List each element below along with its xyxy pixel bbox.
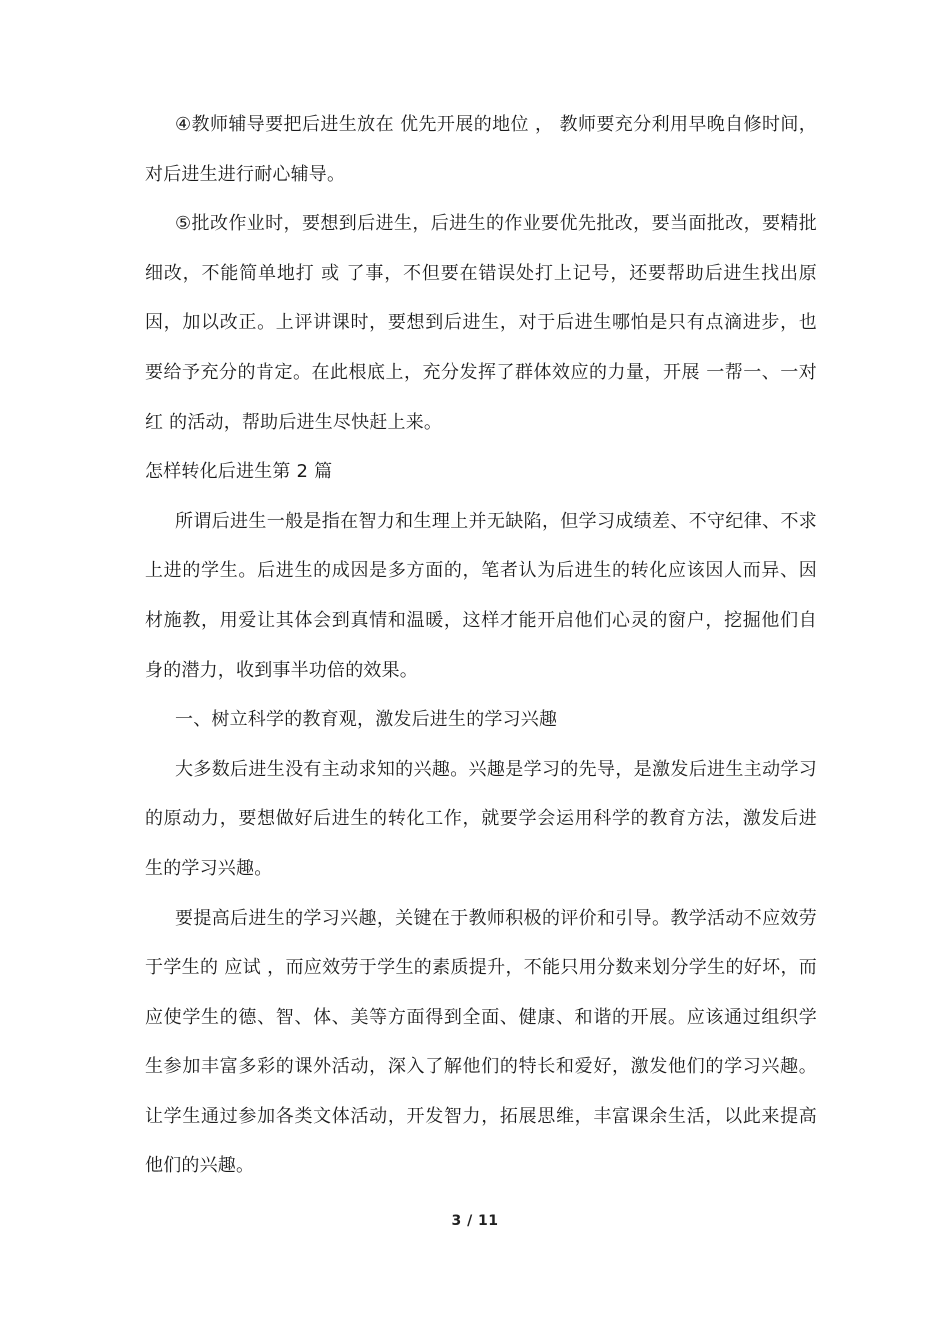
document-body <box>145 100 817 1191</box>
paragraph-item-5: ⑤批改作业时，要想到后进生，后进生的作业要优先批改，要当面批改，要精批细改，不能简单地打 或 了事，不但要在错误处打上记号，还要帮助后进生找出原因，加以改正。上评讲课时，要想到后进生，对于后进生哪怕是只有点滴进步，也要给予充分的肯定。在此根底上，充分发挥了群体效应的力量，开展 一帮一、一对红 的活动，帮助后进生尽快赶上来。 <box>145 213 817 433</box>
paragraph-interest: 大多数后进生没有主动求知的兴趣。兴趣是学习的先导，是激发后进生主动学习的原动力，要想做好后进生的转化工作，就要学会运用科学的教育方法，激发后进生的学习兴趣。 <box>145 758 817 879</box>
paragraph-intro: 所谓后进生一般是指在智力和生理上并无缺陷，但学习成绩差、不守纪律、不求上进的学生。后进生的成因是多方面的，笔者认为后进生的转化应该因人而异、因材施教，用爱让其体会到真情和温暖，这样才能开启他们心灵的窗户，挖掘他们自身的潜力，收到事半功倍的效果。 <box>145 510 817 681</box>
paragraph-evaluation: 要提高后进生的学习兴趣，关键在于教师积极的评价和引导。教学活动不应效劳于学生的 应试 ，而应效劳于学生的素质提升，不能只用分数来划分学生的好坏，而应使学生的德、智、体、美等方面得到全面、健康、和谐的开展。应该通过组织学生参加丰富多彩的课外活动，深入了解他们的特长和爱好，激发他们的学习兴趣。让学生通过参加各类文体活动，开发智力，拓展思维，丰富课余生活，以此来提高他们的兴趣。 <box>145 907 817 1177</box>
subheading-one: 一、树立科学的教育观，激发后进生的学习兴趣 <box>175 709 558 731</box>
page-number: 3 / 11 <box>451 1213 499 1229</box>
paragraph-item-4: ④教师辅导要把后进生放在 优先开展的地位 ， 教师要充分利用早晚自修时间，对后进生进行耐心辅导。 <box>145 114 817 185</box>
section-title: 怎样转化后进生第 2 篇 <box>145 461 333 483</box>
